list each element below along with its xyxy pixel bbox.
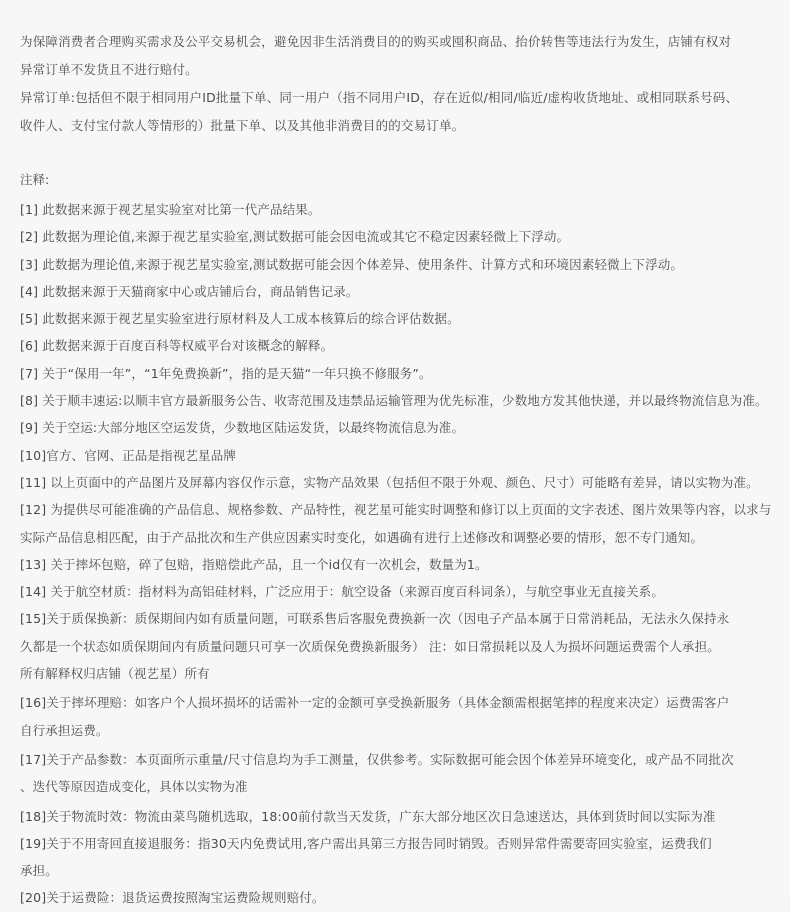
note-line: [7] 关于“保用一年”，“1年免费换新”，指的是天猫“一年只换不修服务”。	[20, 365, 432, 381]
note-line: [19]关于不用寄回直接退服务：指30天内免费试用,客户需出具第三方报告同时销毁。否则异常件需要寄回实验室，运费我们	[20, 835, 712, 851]
note-item	[20, 605, 770, 687]
note-item	[20, 496, 770, 551]
note-line: [3] 此数据为理论值,来源于视艺星实验室,测试数据可能会因个体差异、使用条件、计算方式和环境因素轻微上下浮动。	[20, 256, 684, 272]
note-line: [10]官方、官网、正品是指视艺星品牌	[20, 447, 237, 463]
note-line: 久都是一个状态如质保期间内有质量问题只可享一次质保免费换新服务） 注：如日常损耗以及人为损坏问题运费需个人承担。	[20, 638, 720, 654]
note-item	[20, 223, 770, 250]
note-line: [17]关于产品参数：本页面所示重量/尺寸信息均为手工测量，仅供参考。实际数据可能会因个体差异环境变化，或产品不同批次	[20, 751, 734, 767]
note-line: 所有解释权归店铺（视艺星）所有	[20, 666, 210, 682]
note-item	[20, 830, 770, 885]
note-line: [9] 关于空运:大部分地区空运发货，少数地区陆运发货，以最终物流信息为准。	[20, 420, 465, 436]
note-item	[20, 746, 770, 801]
note-line: [1] 此数据来源于视艺星实验室对比第一代产品结果。	[20, 202, 321, 217]
section-spacer	[20, 140, 770, 166]
note-line: [8] 关于顺丰速运:以顺丰官方最新服务公告、收寄范围及违禁品运输管理为优先标准，少数地方发其他快递，并以最终物流信息为准。	[20, 393, 768, 409]
note-item	[20, 360, 770, 387]
note-item	[20, 884, 770, 911]
note-line: [11] 以上页面中的产品图片及屏幕内容仅作示意，实物产品效果（包括但不限于外观、颜色、尺寸）可能略有差异，请以实物为准。	[20, 474, 759, 490]
note-line: [14] 关于航空材质：指材料为高铝硅材料，广泛应用于：航空设备（来源百度百科词条），与航空事业无直接关系。	[20, 584, 664, 600]
note-line: [5] 此数据来源于视艺星实验室进行原材料及人工成本核算后的综合评估数据。	[20, 311, 460, 327]
note-item	[20, 387, 770, 414]
note-line: 承担。	[20, 863, 58, 879]
notice-line: 异常订单不发货且不进行赔付。	[20, 62, 198, 77]
notes-title: 注释:	[20, 172, 50, 187]
note-item	[20, 332, 770, 359]
note-item	[20, 689, 770, 744]
note-item	[20, 803, 770, 830]
note-line: [16]关于摔坏理赔：如客户个人损坏损坏的话需补一定的金额可享受换新服务（具体金额需根据笔摔的程度来决定）运费需客户	[20, 695, 730, 711]
notice-line: 异常订单:包括但不限于相同用户ID批量下单、同一用户（指不同用户ID，存在近似/相同/临近/虚构收货地址、或相同联系号码、	[20, 90, 739, 105]
note-line: 、迭代等原因造成变化，具体以实物为准	[20, 779, 248, 795]
note-item	[20, 578, 770, 605]
notice-line: 收件人、支付宝付款人等情形的）批量下单、以及其他非消费目的的交易订单。	[20, 118, 465, 133]
notes-list	[20, 196, 770, 912]
note-item	[20, 305, 770, 332]
note-line: [2] 此数据为理论值,来源于视艺星实验室,测试数据可能会因电流或其它不稳定因素轻微上下浮动。	[20, 229, 570, 245]
note-line: [18]关于物流时效：物流由菜鸟随机选取，18:00前付款当天发货，广东大部分地区次日急速送达，具体到货时间以实际为准	[20, 808, 716, 824]
notice-line: 为保障消费者合理购买需求及公平交易机会，避免因非生活消费目的的购买或囤积商品、抬价转售等违法行为发生，店铺有权对	[20, 34, 732, 49]
note-line: [15]关于质保换新：质保期间内如有质量问题，可联系售后客服免费换新一次（因电子产品本属于日常消耗品，无法永久保持永	[20, 611, 730, 627]
note-line: [4] 此数据来源于天猫商家中心或店铺后台，商品销售记录。	[20, 283, 359, 299]
note-line: [13] 关于摔坏包赔，碎了包赔，指赔偿此产品，且一个id仅有一次机会，数量为1。	[20, 556, 488, 572]
note-item	[20, 414, 770, 441]
note-line: [6] 此数据来源于百度百科等权威平台对该概念的解释。	[20, 338, 334, 354]
note-line: 自行承担运费。	[20, 722, 109, 738]
note-item	[20, 278, 770, 305]
note-item	[20, 469, 770, 496]
note-line: 实际产品信息相匹配，由于产品批次和生产供应因素实时变化，如遇确有进行上述修改和调整必要的情形，恕不专门通知。	[20, 529, 704, 545]
note-item	[20, 551, 770, 578]
note-item	[20, 442, 770, 469]
abnormal-order-notice	[20, 28, 770, 140]
note-item	[20, 251, 770, 278]
note-item	[20, 196, 770, 223]
note-line: [12] 为提供尽可能准确的产品信息、规格参数、产品特性，视艺星可能实时调整和修订以上页面的文字表述、图片效果等内容，以求与	[20, 502, 772, 518]
note-line: [20]关于运费险：退货运费按照淘宝运费险规则赔付。	[20, 890, 325, 906]
